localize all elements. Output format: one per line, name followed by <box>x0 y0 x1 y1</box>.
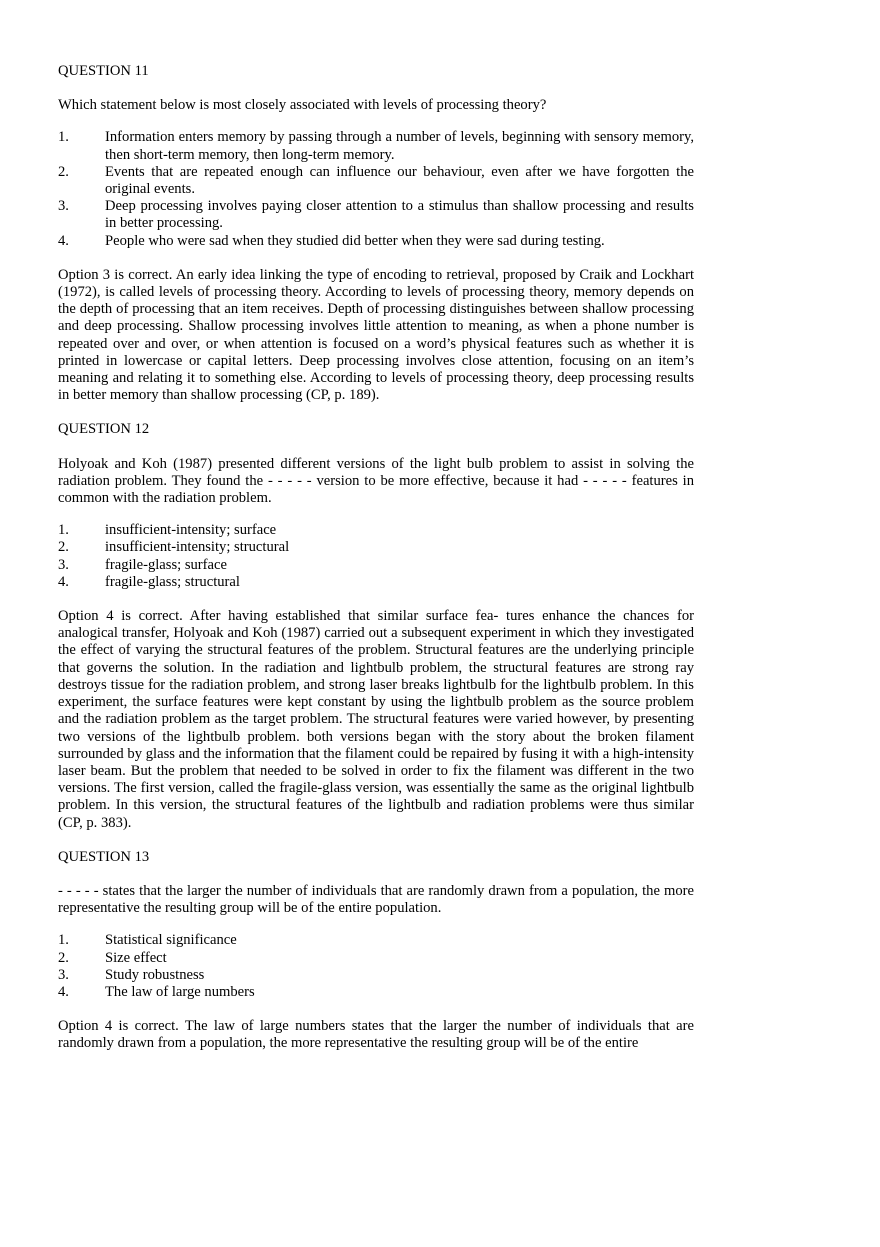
option-list <box>58 932 694 1001</box>
answer-explanation: Option 4 is correct. The law of large numbers states that the larger the number of individuals that are randomly drawn from a population, the more representative the resulting group will be of the entire <box>58 1018 694 1052</box>
answer-explanation: Option 4 is correct. After having established that similar surface fea- tures enhance the chances for analogical transfer, Holyoak and Koh (1987) carried out a subsequent experiment in which they investigated the effect of varying the structural features of the problem. Structural features are the underlying principle that governs the solution. In the radiation and lightbulb problem, the structural features are strong ray destroys tissue for the radiation problem, and strong laser breaks lightbulb for the lightbulb problem. In this experiment, the surface features were kept constant by using the lightbulb problem as the source problem and the radiation problem as the target problem. The structural features were varied however, by presenting two versions of the lightbulb problem. both versions began with the story about the broken filament surrounded by glass and the information that the filament could be repaired by fusing it with a high-intensity laser beam. But the problem that needed to be solved in order to fix the filament was different in the two versions. The first version, called the fragile-glass version, was essentially the same as the original lightbulb problem. In this version, the structural features of the lightbulb and radiation problems were thus similar (CP, p. 383). <box>58 608 694 831</box>
question-13 <box>58 849 694 1053</box>
option-list <box>58 129 694 249</box>
option-2 <box>58 164 694 198</box>
option-text: Information enters memory by passing through a number of levels, beginning with sensory memory, then short-term memory, then long-term memory. <box>105 129 694 163</box>
question-heading: QUESTION 13 <box>58 848 150 865</box>
option-text: Study robustness <box>105 966 205 983</box>
option-2 <box>58 950 694 967</box>
option-number: 2. <box>58 163 69 180</box>
question-stem: - - - - - states that the larger the number of individuals that are randomly drawn from a population, the more representative the resulting group will be of the entire population. <box>58 882 694 917</box>
option-text: Statistical significance <box>105 932 237 949</box>
option-4 <box>58 984 694 1001</box>
option-text: fragile-glass; surface <box>105 556 227 573</box>
option-number: 4. <box>58 573 69 590</box>
option-1 <box>58 129 694 163</box>
option-1 <box>58 932 694 949</box>
option-number: 4. <box>58 983 69 1000</box>
option-number: 1. <box>58 129 69 146</box>
option-3 <box>58 557 694 574</box>
option-text: Size effect <box>105 949 167 966</box>
option-text: People who were sad when they studied did better when they were sad during testing. <box>105 232 605 249</box>
question-12 <box>58 421 694 831</box>
option-text: fragile-glass; structural <box>105 573 240 590</box>
option-list <box>58 522 694 591</box>
question-heading: QUESTION 12 <box>58 421 150 438</box>
option-text: The law of large numbers <box>105 983 255 1000</box>
option-number: 1. <box>58 932 69 949</box>
question-stem: Holyoak and Koh (1987) presented different versions of the light bulb problem to assist in solving the radiation problem. They found the - - - - - version to be more effective, because it had - - - - - features in common with the radiation problem. <box>58 455 694 507</box>
option-number: 3. <box>58 556 69 573</box>
option-text: insufficient-intensity; structural <box>105 539 290 556</box>
answer-explanation: Option 3 is correct. An early idea linking the type of encoding to retrieval, proposed by Craik and Lockhart (1972), is called levels of processing theory. According to levels of processing theory, memory depends on the depth of processing that an item receives. Depth of processing distinguishes between shallow processing and deep processing. Shallow processing involves little attention to meaning, as when a phone number is repeated over and over, or when attention is focused on a word’s physical features such as whether it is printed in lowercase or capital letters. Deep processing involves close attention, focusing on an item’s meaning and relating it to something else. According to levels of processing theory, deep processing results in better memory than shallow processing (CP, p. 189). <box>58 266 694 404</box>
option-1 <box>58 522 694 539</box>
option-number: 1. <box>58 522 69 539</box>
question-11 <box>58 63 694 404</box>
question-stem: Which statement below is most closely associated with levels of processing theory? <box>58 97 547 114</box>
option-number: 3. <box>58 966 69 983</box>
option-2 <box>58 539 694 556</box>
question-heading: QUESTION 11 <box>58 63 149 79</box>
option-number: 2. <box>58 539 69 556</box>
option-number: 4. <box>58 232 69 249</box>
option-3 <box>58 198 694 232</box>
option-3 <box>58 967 694 984</box>
option-number: 3. <box>58 198 69 215</box>
option-4 <box>58 233 694 250</box>
option-number: 2. <box>58 949 69 966</box>
option-4 <box>58 574 694 591</box>
option-text: insufficient-intensity; surface <box>105 522 277 539</box>
document-page <box>58 63 694 1053</box>
option-text: Deep processing involves paying closer attention to a stimulus than shallow processing and results in better processing. <box>105 198 694 232</box>
option-text: Events that are repeated enough can influence our behaviour, even after we have forgotten the original events. <box>105 163 694 198</box>
